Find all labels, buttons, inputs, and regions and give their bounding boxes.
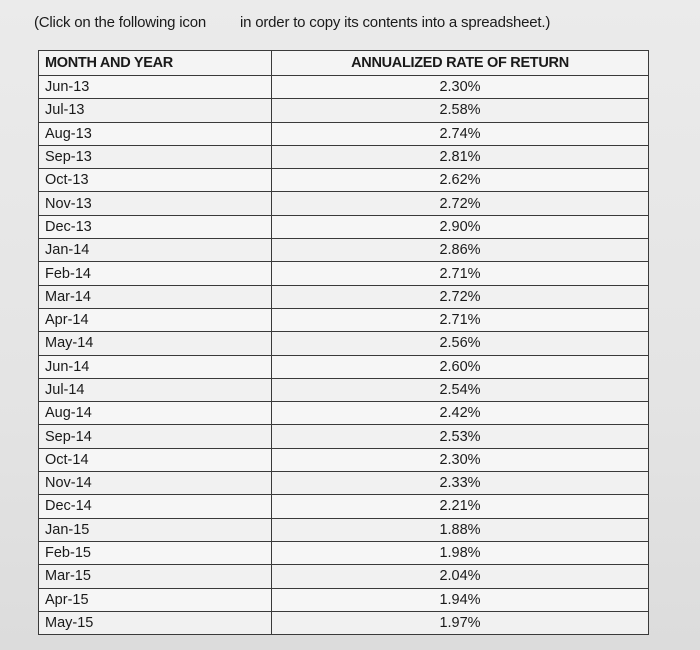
rate-cell: 2.72%	[272, 192, 649, 215]
month-cell: Jun-14	[39, 355, 272, 378]
rate-table-container	[38, 50, 648, 635]
month-cell: Jun-13	[39, 76, 272, 99]
rate-cell: 2.56%	[272, 332, 649, 355]
rate-cell: 2.86%	[272, 239, 649, 262]
rate-cell: 2.71%	[272, 308, 649, 331]
month-cell: Aug-14	[39, 402, 272, 425]
table-row	[39, 518, 649, 541]
rate-cell: 2.60%	[272, 355, 649, 378]
rate-cell: 2.42%	[272, 402, 649, 425]
table-row	[39, 425, 649, 448]
month-cell: Nov-14	[39, 472, 272, 495]
rate-table	[38, 50, 649, 635]
table-row	[39, 262, 649, 285]
month-cell: Sep-13	[39, 145, 272, 168]
month-cell: Jul-13	[39, 99, 272, 122]
table-row	[39, 378, 649, 401]
month-cell: Feb-15	[39, 541, 272, 564]
month-cell: Apr-15	[39, 588, 272, 611]
rate-cell: 2.62%	[272, 169, 649, 192]
table-row	[39, 122, 649, 145]
table-body	[39, 76, 649, 635]
month-cell: Nov-13	[39, 192, 272, 215]
rate-cell: 2.04%	[272, 565, 649, 588]
table-row	[39, 611, 649, 634]
rate-cell: 2.58%	[272, 99, 649, 122]
header-month-and-year: MONTH AND YEAR	[39, 51, 272, 76]
table-row	[39, 448, 649, 471]
rate-cell: 2.90%	[272, 215, 649, 238]
instruction-text-before: (Click on the following icon	[34, 14, 206, 31]
month-cell: Sep-14	[39, 425, 272, 448]
rate-cell: 2.71%	[272, 262, 649, 285]
table-row	[39, 565, 649, 588]
table-row	[39, 355, 649, 378]
month-cell: Jan-14	[39, 239, 272, 262]
month-cell: Feb-14	[39, 262, 272, 285]
table-row	[39, 285, 649, 308]
month-cell: Jan-15	[39, 518, 272, 541]
month-cell: Dec-13	[39, 215, 272, 238]
rate-cell: 2.54%	[272, 378, 649, 401]
rate-cell: 1.94%	[272, 588, 649, 611]
table-row	[39, 495, 649, 518]
table-row	[39, 472, 649, 495]
rate-cell: 2.33%	[272, 472, 649, 495]
rate-cell: 2.81%	[272, 145, 649, 168]
table-row	[39, 76, 649, 99]
rate-cell: 2.74%	[272, 122, 649, 145]
month-cell: Jul-14	[39, 378, 272, 401]
instruction-text-after: in order to copy its contents into a spreadsheet.)	[239, 14, 551, 31]
table-row	[39, 215, 649, 238]
month-cell: Oct-14	[39, 448, 272, 471]
table-row	[39, 588, 649, 611]
month-cell: Mar-14	[39, 285, 272, 308]
table-row	[39, 308, 649, 331]
table-row	[39, 169, 649, 192]
rate-cell: 1.98%	[272, 541, 649, 564]
table-row	[39, 99, 649, 122]
table-row	[39, 541, 649, 564]
table-row	[39, 239, 649, 262]
month-cell: May-14	[39, 332, 272, 355]
rate-cell: 2.30%	[272, 448, 649, 471]
header-annualized-rate: ANNUALIZED RATE OF RETURN	[272, 51, 649, 76]
month-cell: Mar-15	[39, 565, 272, 588]
rate-cell: 2.53%	[272, 425, 649, 448]
rate-cell: 1.88%	[272, 518, 649, 541]
copy-instruction	[34, 14, 550, 31]
month-cell: Dec-14	[39, 495, 272, 518]
table-header-row	[39, 51, 649, 76]
rate-cell: 2.72%	[272, 285, 649, 308]
table-row	[39, 332, 649, 355]
table-row	[39, 192, 649, 215]
month-cell: Aug-13	[39, 122, 272, 145]
month-cell: May-15	[39, 611, 272, 634]
table-row	[39, 145, 649, 168]
rate-cell: 1.97%	[272, 611, 649, 634]
month-cell: Apr-14	[39, 308, 272, 331]
month-cell: Oct-13	[39, 169, 272, 192]
rate-cell: 2.30%	[272, 76, 649, 99]
rate-cell: 2.21%	[272, 495, 649, 518]
table-row	[39, 402, 649, 425]
